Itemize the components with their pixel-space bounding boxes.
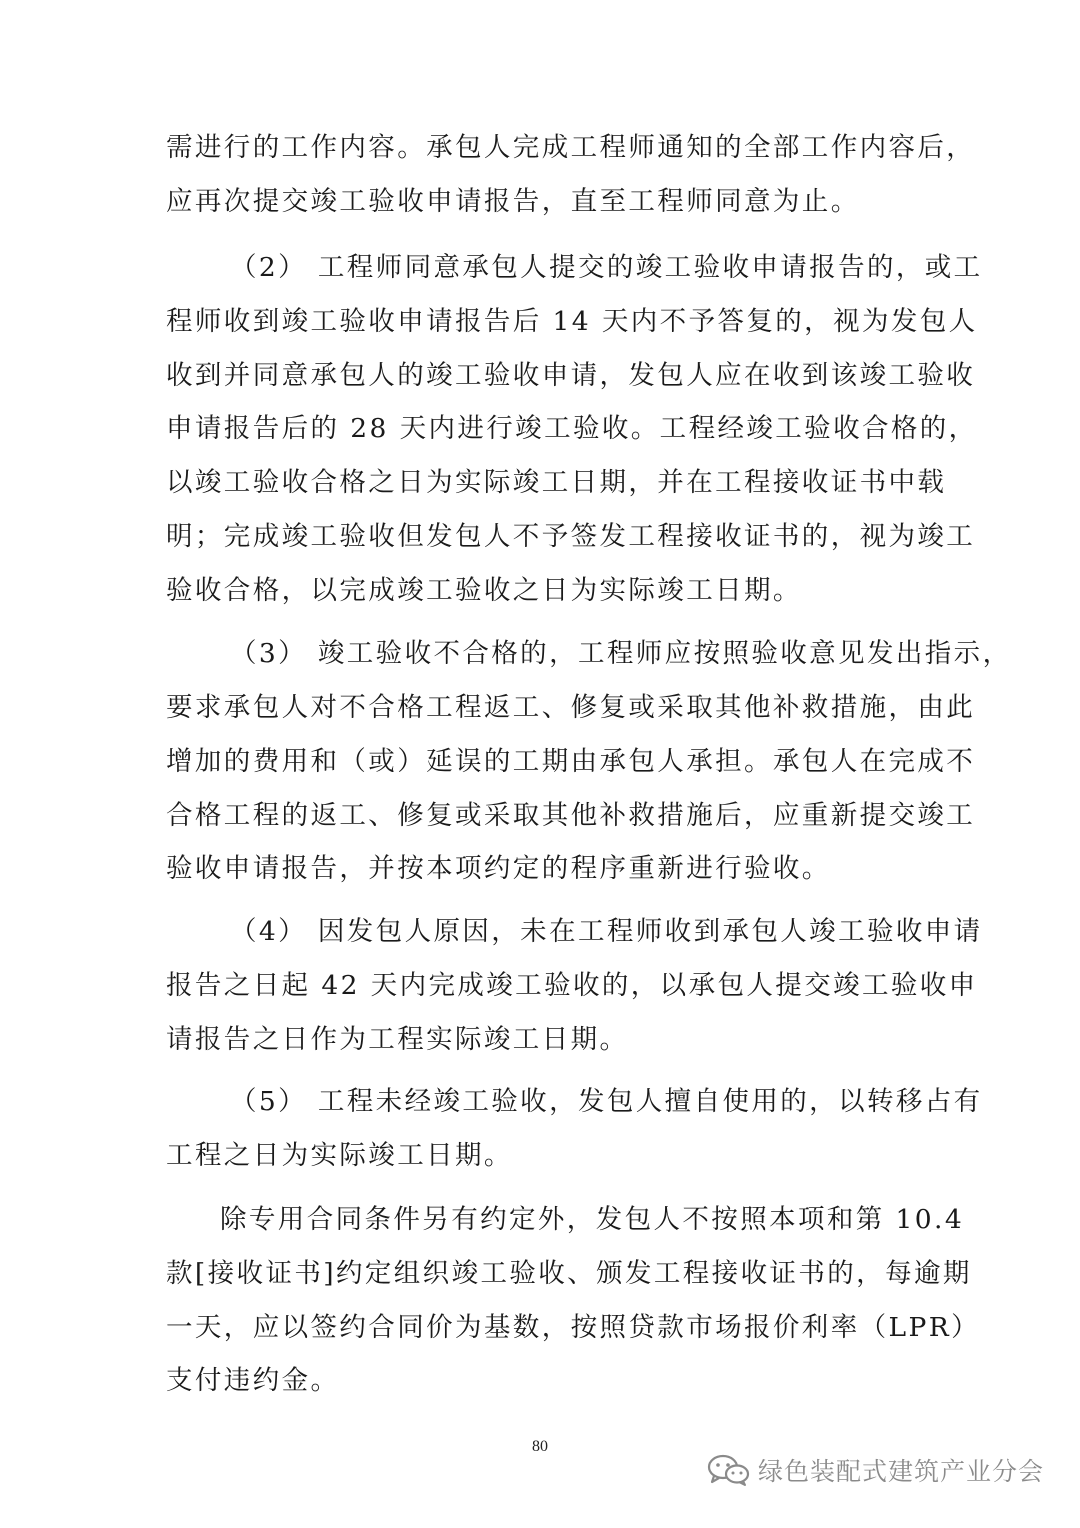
text-line: 请报告之日作为工程实际竣工日期。: [166, 1024, 629, 1055]
text-line: 应再次提交竣工验收申请报告，直至工程师同意为止。: [166, 186, 860, 217]
text-line: 支付违约金。: [166, 1365, 340, 1396]
text-line: 增加的费用和（或）延误的工期由承包人承担。承包人在完成不: [166, 746, 976, 777]
paragraph-6-line: 除专用合同条件另有约定外，发包人不按照本项和第 10.4: [220, 1204, 965, 1235]
wechat-icon: [706, 1453, 752, 1487]
text-line: 程师收到竣工验收申请报告后 14 天内不予答复的，视为发包人: [166, 306, 978, 337]
page-number: 80: [532, 1438, 548, 1455]
text-line: 收到并同意承包人的竣工验收申请，发包人应在收到该竣工验收: [166, 360, 976, 391]
paragraph-4-line: （4） 因发包人原因，未在工程师收到承包人竣工验收申请: [230, 916, 983, 947]
paragraph-5-line: （5） 工程未经竣工验收，发包人擅自使用的，以转移占有: [230, 1086, 983, 1117]
watermark-text: 绿色装配式建筑产业分会: [758, 1457, 1045, 1486]
text-line: 以竣工验收合格之日为实际竣工日期，并在工程接收证书中载: [166, 467, 947, 498]
text-line: 合格工程的返工、修复或采取其他补救措施后，应重新提交竣工: [166, 800, 976, 831]
text-line: 验收合格，以完成竣工验收之日为实际竣工日期。: [166, 575, 802, 606]
watermark: [706, 1450, 1044, 1490]
paragraph-2-line: （2） 工程师同意承包人提交的竣工验收申请报告的，或工: [230, 252, 983, 283]
text-line: 报告之日起 42 天内完成竣工验收的，以承包人提交竣工验收申: [166, 970, 978, 1001]
text-line: 款[接收证书]约定组织竣工验收、颁发工程接收证书的，每逾期: [166, 1258, 972, 1289]
text-line: 一天，应以签约合同价为基数，按照贷款市场报价利率（LPR）: [166, 1312, 980, 1343]
text-line: 申请报告后的 28 天内进行竣工验收。工程经竣工验收合格的，: [166, 413, 978, 444]
text-line: 要求承包人对不合格工程返工、修复或采取其他补救措施，由此: [166, 692, 976, 723]
text-line: 工程之日为实际竣工日期。: [166, 1140, 513, 1171]
text-line: 需进行的工作内容。承包人完成工程师通知的全部工作内容后，: [166, 132, 976, 163]
paragraph-3-line: （3） 竣工验收不合格的，工程师应按照验收意见发出指示，: [230, 638, 1012, 669]
text-line: 明；完成竣工验收但发包人不予签发工程接收证书的，视为竣工: [166, 521, 976, 552]
text-line: 验收申请报告，并按本项约定的程序重新进行验收。: [166, 853, 831, 884]
